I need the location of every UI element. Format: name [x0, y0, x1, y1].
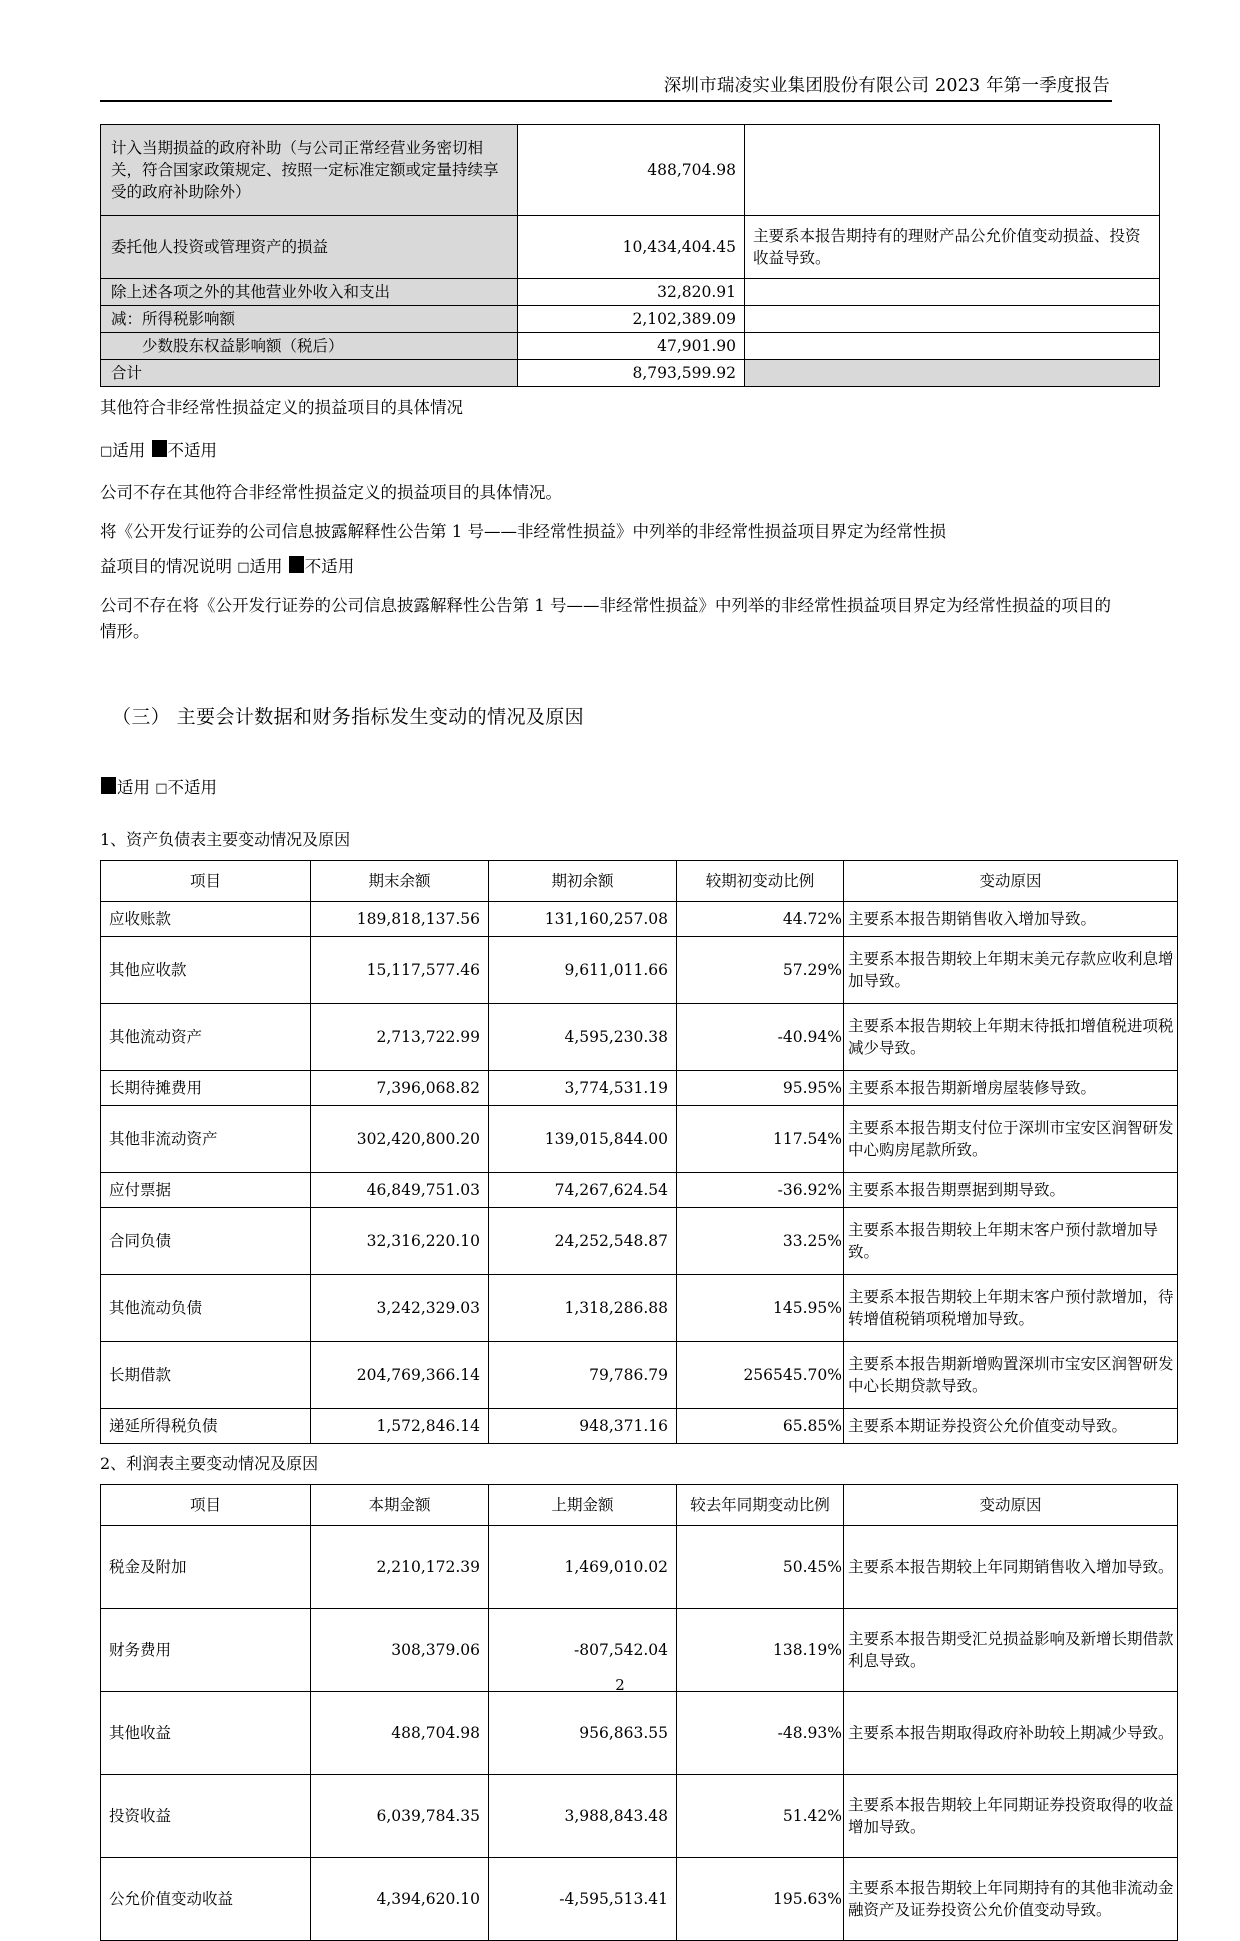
row-item-label: 除上述各项之外的其他营业外收入和支出	[101, 279, 518, 306]
cell-begin: 74,267,624.54	[489, 1172, 677, 1207]
table-row	[101, 1341, 1178, 1408]
row-note: 主要系本报告期持有的理财产品公允价值变动损益、投资收益导致。	[745, 216, 1160, 279]
cell-item: 应付票据	[101, 1172, 311, 1207]
income-statement-change-table	[100, 1484, 1178, 1941]
cell-begin: 9,611,011.66	[489, 936, 677, 1003]
column-header-previous: 上期金额	[489, 1484, 677, 1525]
cell-reason: 主要系本报告期销售收入增加导致。	[844, 901, 1178, 936]
cell-reason: 主要系本报告期较上年期末客户预付款增加，待转增值税销项税增加导致。	[844, 1274, 1178, 1341]
cell-end: 302,420,800.20	[311, 1105, 489, 1172]
cell-previous: -807,542.04	[489, 1608, 677, 1691]
applicability-line-2	[100, 775, 1112, 802]
cell-begin: 3,774,531.19	[489, 1070, 677, 1105]
row-amount: 47,901.90	[518, 333, 745, 360]
cell-pct: 44.72%	[677, 901, 844, 936]
spacer	[100, 1444, 1112, 1452]
cell-reason: 主要系本报告期新增房屋装修导致。	[844, 1070, 1178, 1105]
cell-current: 308,379.06	[311, 1608, 489, 1691]
cell-current: 4,394,620.10	[311, 1857, 489, 1940]
define-recurring-line-1: 将《公开发行证券的公司信息披露解释性公告第 1 号——非经常性损益》中列举的非经常性损益项目界定为经常性损	[100, 522, 946, 542]
applicable-label: 适用	[249, 556, 283, 576]
cell-previous: 956,863.55	[489, 1691, 677, 1774]
cell-pct: -40.94%	[677, 1003, 844, 1070]
table-row	[101, 1105, 1178, 1172]
column-header-item: 项目	[101, 1484, 311, 1525]
table-row-total	[101, 360, 1160, 387]
spacer	[100, 507, 1112, 519]
table-row	[101, 1207, 1178, 1274]
cell-end: 3,242,329.03	[311, 1274, 489, 1341]
page-content	[100, 124, 1174, 1941]
balance-sheet-change-table	[100, 860, 1178, 1444]
table-row	[101, 1408, 1178, 1443]
row-note	[745, 279, 1160, 306]
cell-reason: 主要系本报告期票据到期导致。	[844, 1172, 1178, 1207]
spacer	[100, 852, 1112, 860]
cell-end: 15,117,577.46	[311, 936, 489, 1003]
cell-reason: 主要系本报告期受汇兑损益影响及新增长期借款利息导致。	[844, 1608, 1178, 1691]
define-recurring-line-2	[100, 554, 1112, 581]
row-note	[745, 306, 1160, 333]
spacer	[100, 802, 1112, 828]
cell-item: 其他流动资产	[101, 1003, 311, 1070]
subheading-balance-sheet: 1、资产负债表主要变动情况及原因	[100, 829, 351, 849]
cell-begin: 131,160,257.08	[489, 901, 677, 936]
cell-previous: -4,595,513.41	[489, 1857, 677, 1940]
checkbox-checked-icon[interactable]	[152, 440, 167, 457]
cell-item: 投资收益	[101, 1774, 311, 1857]
table-row	[101, 936, 1178, 1003]
column-header-reason: 变动原因	[844, 860, 1178, 901]
row-amount: 10,434,404.45	[518, 216, 745, 279]
spacer	[100, 464, 1112, 480]
cell-item: 合同负债	[101, 1207, 311, 1274]
subheading-income-statement: 2、利润表主要变动情况及原因	[100, 1453, 319, 1473]
cell-begin: 948,371.16	[489, 1408, 677, 1443]
table-row	[101, 1857, 1178, 1940]
cell-pct: 57.29%	[677, 936, 844, 1003]
header-divider	[100, 100, 1112, 102]
cell-reason: 主要系本报告期较上年同期证券投资取得的收益增加导致。	[844, 1774, 1178, 1857]
spacer	[100, 387, 1112, 395]
table-row	[101, 306, 1160, 333]
cell-current: 2,210,172.39	[311, 1525, 489, 1608]
cell-reason: 主要系本报告期取得政府补助较上期减少导致。	[844, 1691, 1178, 1774]
table-row	[101, 1691, 1178, 1774]
cell-begin: 139,015,844.00	[489, 1105, 677, 1172]
cell-item: 其他应收款	[101, 936, 311, 1003]
cell-item: 其他收益	[101, 1691, 311, 1774]
column-header-end: 期末余额	[311, 860, 489, 901]
spacer	[100, 729, 1112, 775]
cell-begin: 1,318,286.88	[489, 1274, 677, 1341]
column-header-reason: 变动原因	[844, 1484, 1178, 1525]
column-header-begin: 期初余额	[489, 860, 677, 901]
row-amount: 8,793,599.92	[518, 360, 745, 387]
cell-reason: 主要系本报告期较上年期末美元存款应收利息增加导致。	[844, 936, 1178, 1003]
checkbox-checked-icon[interactable]	[101, 777, 116, 794]
table-row	[101, 1525, 1178, 1608]
row-item-label: 减：所得税影响额	[101, 306, 518, 333]
cell-item: 公允价值变动收益	[101, 1857, 311, 1940]
not-applicable-label: 不适用	[167, 778, 218, 798]
define-recurring-prefix: 益项目的情况说明	[100, 556, 232, 576]
cell-pct: 65.85%	[677, 1408, 844, 1443]
cell-item: 应收账款	[101, 901, 311, 936]
page-header: 深圳市瑞凌实业集团股份有限公司 2023 年第一季度报告	[663, 76, 1110, 96]
checkbox-unchecked-icon[interactable]: □	[155, 781, 168, 797]
checkbox-checked-icon[interactable]	[289, 556, 304, 573]
cell-reason: 主要系本报告期较上年同期持有的其他非流动金融资产及证券投资公允价值变动导致。	[844, 1857, 1178, 1940]
cell-begin: 79,786.79	[489, 1341, 677, 1408]
row-item-label: 少数股东权益影响额（税后）	[101, 333, 518, 360]
cell-pct: 138.19%	[677, 1608, 844, 1691]
row-amount: 32,820.91	[518, 279, 745, 306]
table-row	[101, 1003, 1178, 1070]
cell-pct: 95.95%	[677, 1070, 844, 1105]
spacer	[100, 646, 1112, 702]
spacer	[100, 422, 1112, 438]
no-other-items-text: 公司不存在其他符合非经常性损益定义的损益项目的具体情况。	[100, 483, 562, 503]
column-header-item: 项目	[101, 860, 311, 901]
cell-end: 7,396,068.82	[311, 1070, 489, 1105]
checkbox-unchecked-icon[interactable]: □	[100, 443, 113, 459]
nonrecurring-items-table	[100, 124, 1160, 387]
cell-pct: 33.25%	[677, 1207, 844, 1274]
cell-reason: 主要系本报告期支付位于深圳市宝安区润智研发中心购房尾款所致。	[844, 1105, 1178, 1172]
cell-current: 6,039,784.35	[311, 1774, 489, 1857]
cell-pct: -48.93%	[677, 1691, 844, 1774]
cell-item: 递延所得税负债	[101, 1408, 311, 1443]
cell-reason: 主要系本报告期较上年期末待抵扣增值税进项税减少导致。	[844, 1003, 1178, 1070]
cell-current: 488,704.98	[311, 1691, 489, 1774]
column-header-pct: 较去年同期变动比例	[677, 1484, 844, 1525]
cell-item: 财务费用	[101, 1608, 311, 1691]
row-note	[745, 360, 1160, 387]
table-row	[101, 1774, 1178, 1857]
applicability-line-1	[100, 438, 1112, 465]
cell-end: 1,572,846.14	[311, 1408, 489, 1443]
row-amount: 2,102,389.09	[518, 306, 745, 333]
cell-reason: 主要系本报告期新增购置深圳市宝安区润智研发中心长期贷款导致。	[844, 1341, 1178, 1408]
not-applicable-label: 不适用	[167, 440, 218, 460]
cell-reason: 主要系本期证券投资公允价值变动导致。	[844, 1408, 1178, 1443]
row-note	[745, 125, 1160, 216]
cell-item: 其他非流动资产	[101, 1105, 311, 1172]
cell-begin: 4,595,230.38	[489, 1003, 677, 1070]
table-header-row	[101, 860, 1178, 901]
cell-reason: 主要系本报告期较上年同期销售收入增加导致。	[844, 1525, 1178, 1608]
cell-end: 189,818,137.56	[311, 901, 489, 936]
spacer	[100, 546, 1112, 554]
cell-item: 税金及附加	[101, 1525, 311, 1608]
no-defined-recurring-text: 公司不存在将《公开发行证券的公司信息披露解释性公告第 1 号——非经常性损益》中列举的非经常性损益项目界定为经常性损益的项目的情形。	[100, 595, 1111, 642]
column-header-pct: 较期初变动比例	[677, 860, 844, 901]
cell-end: 2,713,722.99	[311, 1003, 489, 1070]
cell-end: 204,769,366.14	[311, 1341, 489, 1408]
cell-item: 其他流动负债	[101, 1274, 311, 1341]
cell-previous: 1,469,010.02	[489, 1525, 677, 1608]
row-note	[745, 333, 1160, 360]
table-header-row	[101, 1484, 1178, 1525]
table-row	[101, 1070, 1178, 1105]
table-row	[101, 216, 1160, 279]
applicable-label: 适用	[117, 778, 150, 798]
not-applicable-label: 不适用	[304, 556, 355, 576]
checkbox-unchecked-icon[interactable]: □	[237, 559, 250, 575]
cell-begin: 24,252,548.87	[489, 1207, 677, 1274]
cell-item: 长期待摊费用	[101, 1070, 311, 1105]
section-heading: （三） 主要会计数据和财务指标发生变动的情况及原因	[112, 706, 585, 729]
cell-pct: 145.95%	[677, 1274, 844, 1341]
row-item-label: 委托他人投资或管理资产的损益	[101, 216, 518, 279]
spacer	[100, 1476, 1112, 1484]
page-number: 2	[615, 1676, 625, 1694]
table-row	[101, 1274, 1178, 1341]
row-item-label: 合计	[101, 360, 518, 387]
spacer	[100, 581, 1112, 593]
cell-pct: 256545.70%	[677, 1341, 844, 1408]
other-items-heading: 其他符合非经常性损益定义的损益项目的具体情况	[100, 398, 463, 417]
cell-previous: 3,988,843.48	[489, 1774, 677, 1857]
row-item-label: 计入当期损益的政府补助（与公司正常经营业务密切相关，符合国家政策规定、按照一定标准定额或定量持续享受的政府补助除外）	[101, 125, 518, 216]
cell-end: 46,849,751.03	[311, 1172, 489, 1207]
row-amount: 488,704.98	[518, 125, 745, 216]
cell-pct: 195.63%	[677, 1857, 844, 1940]
table-row	[101, 279, 1160, 306]
table-row	[101, 125, 1160, 216]
cell-pct: -36.92%	[677, 1172, 844, 1207]
cell-item: 长期借款	[101, 1341, 311, 1408]
table-row	[101, 1172, 1178, 1207]
cell-pct: 50.45%	[677, 1525, 844, 1608]
cell-pct: 51.42%	[677, 1774, 844, 1857]
applicable-label: 适用	[112, 440, 146, 460]
cell-pct: 117.54%	[677, 1105, 844, 1172]
table-row	[101, 333, 1160, 360]
table-row	[101, 901, 1178, 936]
column-header-current: 本期金额	[311, 1484, 489, 1525]
cell-reason: 主要系本报告期较上年期末客户预付款增加导致。	[844, 1207, 1178, 1274]
cell-end: 32,316,220.10	[311, 1207, 489, 1274]
